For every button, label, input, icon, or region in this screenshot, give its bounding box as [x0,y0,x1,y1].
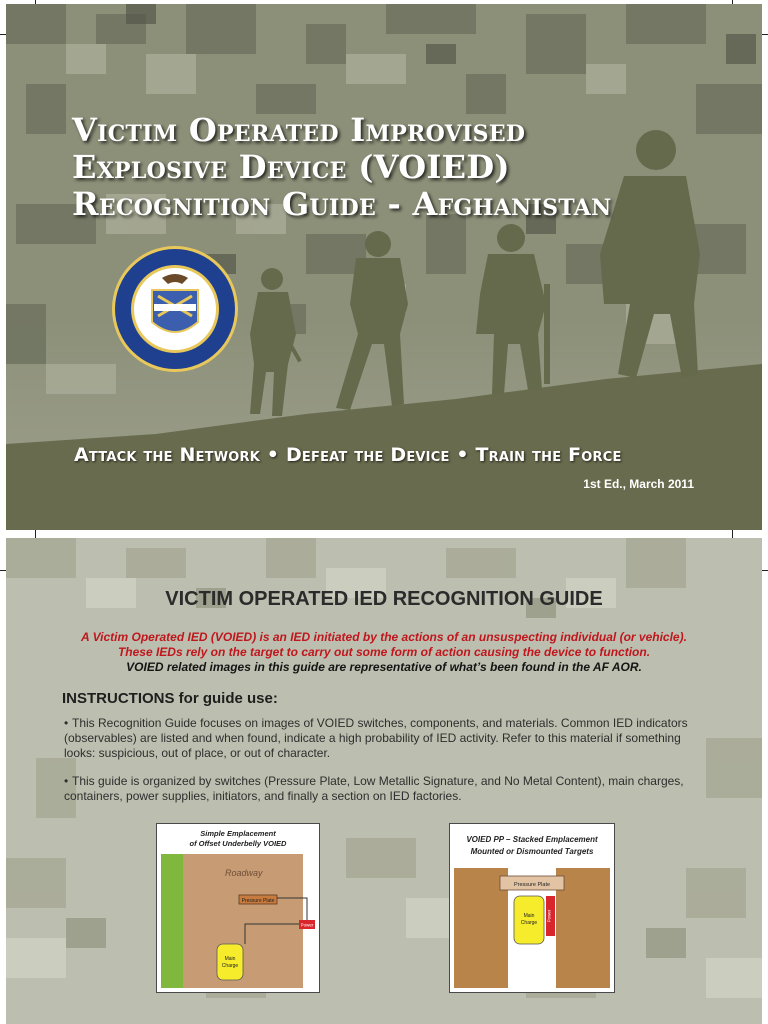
offset-underbelly-diagram [156,823,320,993]
diagram-title-line2: Mounted or Dismounted Targets [470,847,594,856]
bullet-text: This Recognition Guide focuses on images of VOIED switches, components, and materials. Common IED indicators (observables) are listed and when found, indicate a high probability of IED activity. Refer to this material if something looks: suspicious, out of place, or out of character. [64,716,688,760]
diagram-title-line1: Simple Emplacement [200,829,276,838]
bullet-text: This guide is organized by switches (Pressure Plate, Low Metallic Signature, and No Metal Content), main charges, containers, power supplies, initiators, and finally a section on IED factories. [64,774,684,803]
pressure-plate-label: Pressure Plate [241,898,275,904]
main-charge-label: Charge [221,963,239,969]
diagram-title-line1: VOIED PP – Stacked Emplacement [466,835,598,844]
cover-panel [6,4,762,530]
guide-intro [6,630,762,675]
bullet-mark: • [64,774,69,788]
main-charge [217,944,243,980]
power-label: Power [546,909,552,923]
main-charge-label: Charge [520,920,538,926]
intro-note: VOIED related images in this guide are representative of what’s been found in the AF AOR. [126,660,642,674]
cover-title [72,112,612,223]
main-charge-label: Main [224,956,236,962]
bullet-mark: • [64,716,69,730]
power-label: Power [300,922,314,928]
offset-underbelly-illustration [157,824,319,992]
pressure-plate-label: Pressure Plate [513,882,551,888]
guide-panel [6,538,762,1024]
cover-tagline: Attack the Network • Defeat the Device • Train the Force [74,444,622,466]
jieddo-seal-logo [110,244,240,374]
roadway-label: Roadway [225,868,263,878]
diagram-title-line2: of Offset Underbelly VOIED [189,839,287,848]
main-charge-label: Main [523,913,535,919]
stacked-emplacement-diagram [449,823,615,993]
instructions-heading: INSTRUCTIONS for guide use: [62,690,278,707]
intro-definition-cont: These IEDs rely on the target to carry out some form of action causing the device to function. [117,645,651,659]
instruction-bullet [64,774,704,804]
vegetation-strip [161,854,183,988]
cover-title-line: Victim Operated Improvised [72,111,526,149]
guide-title: VICTIM OPERATED IED RECOGNITION GUIDE [165,588,603,610]
cover-title-line: Recognition Guide - Afghanistan [72,185,612,223]
cover-title-line: Explosive Device (VOIED) [72,148,510,186]
edition-label: 1st Ed., March 2011 [583,477,694,491]
instruction-bullet [64,716,704,761]
intro-definition: A Victim Operated IED (VOIED) is an IED initiated by the actions of an unsuspecting individual (or vehicle). [81,630,687,644]
stacked-emplacement-illustration [450,824,614,992]
